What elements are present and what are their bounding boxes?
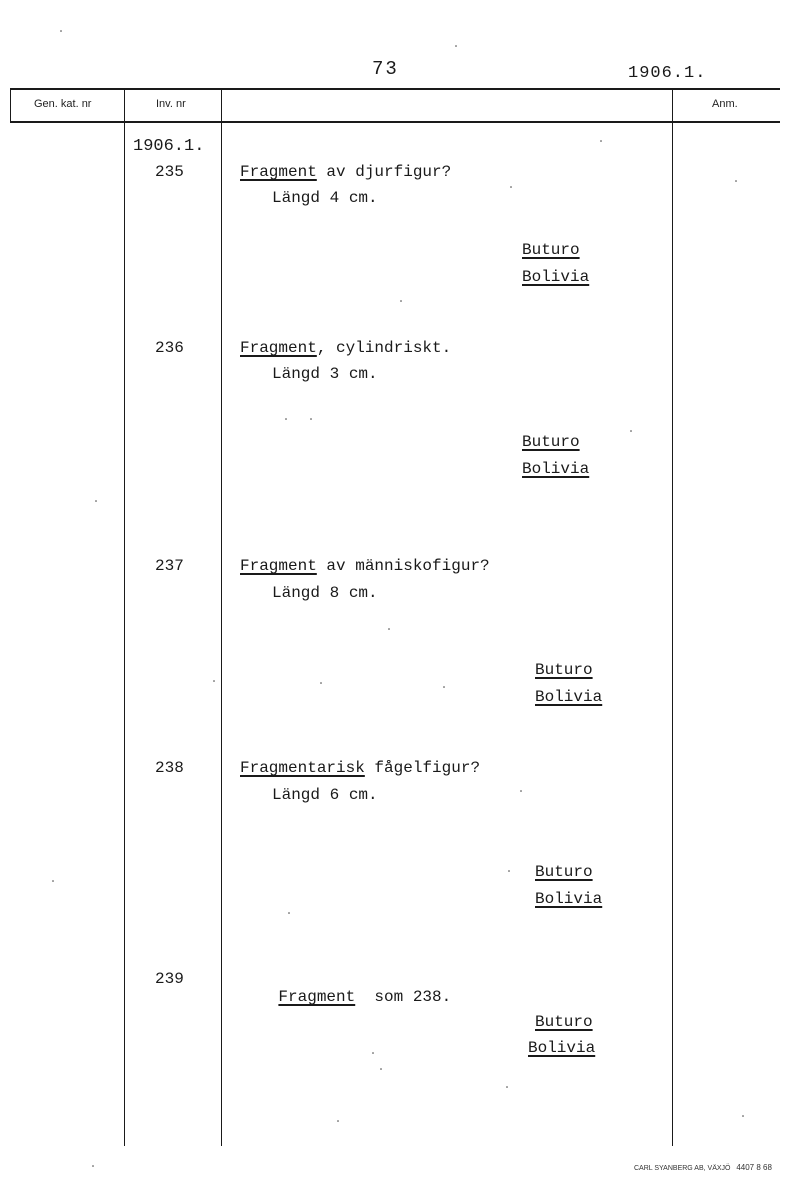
column-divider-inv: [221, 88, 222, 1146]
inventory-number: 238: [155, 759, 184, 777]
page-number: 73: [372, 58, 399, 80]
inventory-number: 236: [155, 339, 184, 357]
entry-description-rest: fågelfigur?: [364, 759, 481, 777]
inventory-number: 237: [155, 557, 184, 575]
form-code: 4407 8 68: [736, 1163, 772, 1172]
entry-place: Buturo: [522, 433, 580, 451]
entry-title: Fragment: [240, 163, 317, 181]
entry-description: [240, 163, 451, 181]
printer-name: CARL SYANBERG AB, VÄXJÖ: [634, 1165, 731, 1172]
column-divider-gen: [124, 88, 125, 1146]
table-top-rule: [10, 88, 780, 90]
column-header-anm: Anm.: [712, 98, 738, 110]
entry-country: Bolivia: [522, 268, 590, 286]
entry-description-rest: , cylindriskt.: [316, 339, 452, 357]
entry-description-rest: av djurfigur?: [316, 163, 452, 181]
entry-length: Längd 8 cm.: [272, 584, 378, 602]
entry-place: Buturo: [535, 863, 593, 881]
entry-length: Längd 6 cm.: [272, 786, 378, 804]
entry-length: Längd 3 cm.: [272, 365, 378, 383]
table-header-rule: [10, 121, 780, 123]
series-label: 1906.1.: [133, 137, 205, 156]
inventory-number: 235: [155, 163, 184, 181]
entry-place: Buturo: [535, 1013, 593, 1031]
column-header-inv-nr: Inv. nr: [156, 98, 186, 110]
entry-length: Längd 4 cm.: [272, 189, 378, 207]
entry-description: [240, 339, 451, 357]
entry-description: [240, 557, 490, 575]
table-left-border: [10, 88, 11, 122]
printer-imprint: [634, 1163, 772, 1172]
entry-description-rest: av människofigur?: [316, 557, 490, 575]
column-divider-anm: [672, 88, 673, 1146]
entry-country: Bolivia: [535, 688, 603, 706]
entry-description: [240, 970, 451, 1024]
entry-description: [240, 759, 480, 777]
entry-place: Buturo: [535, 661, 593, 679]
entry-title: Fragment: [240, 339, 317, 357]
entry-country: Bolivia: [535, 890, 603, 908]
entry-title: Fragment: [278, 988, 356, 1006]
header-reference: 1906.1.: [628, 64, 707, 83]
entry-title: Fragment: [240, 557, 317, 575]
entry-place: Buturo: [522, 241, 580, 259]
entry-country: Bolivia: [522, 460, 590, 478]
inventory-number: 239: [155, 970, 184, 988]
column-header-gen-kat-nr: Gen. kat. nr: [34, 98, 92, 110]
entry-country: Bolivia: [528, 1039, 596, 1057]
entry-description-rest: som 238.: [355, 988, 452, 1006]
entry-title: Fragmentarisk: [240, 759, 365, 777]
